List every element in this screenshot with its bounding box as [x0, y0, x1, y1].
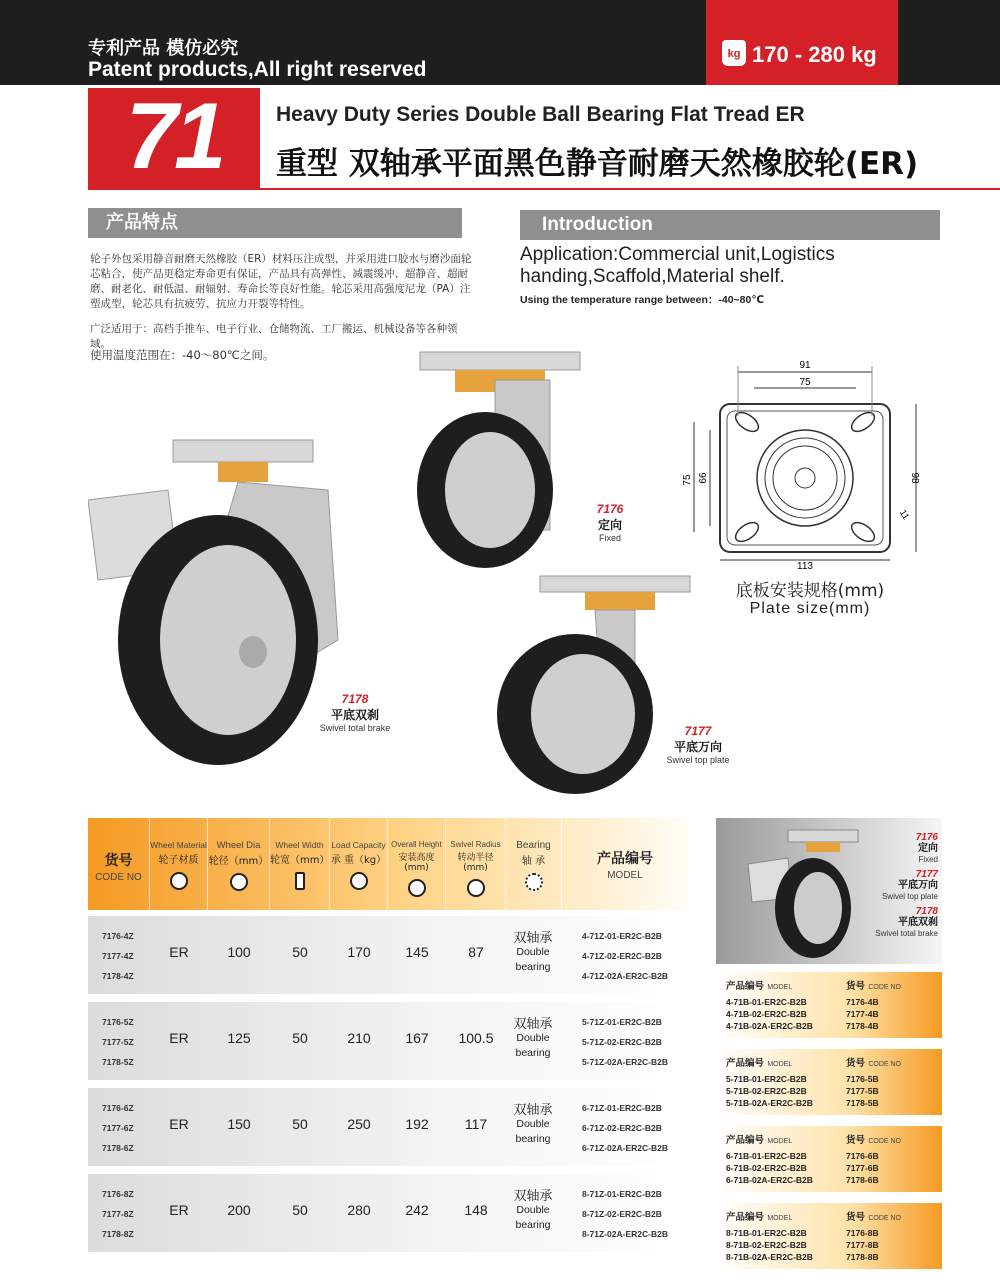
- bearing-cn: 双轴承: [513, 1102, 553, 1117]
- header-radius-cn: 转动半径(mm): [457, 853, 494, 873]
- cell-radius: 117: [464, 1116, 488, 1132]
- product-name-en: Swivel total brake: [319, 723, 391, 733]
- side-codes: 7176-5B 7177-5B 7178-5B: [846, 1074, 879, 1108]
- product-label-7176: [560, 502, 660, 543]
- header-radius-en: Swivel Radius: [450, 840, 501, 849]
- caster-7176-image: [410, 350, 585, 570]
- row-codes: [102, 1098, 134, 1158]
- side-models: 5-71B-01-ER2C-B2B 5-71B-02-ER2C-B2B 5-71B-02A-ER2C-B2B: [726, 1074, 813, 1108]
- cell-width: 50: [292, 944, 308, 960]
- cell-height: 145: [405, 944, 429, 960]
- product-label-7177: [648, 724, 748, 765]
- brake-caster-photo-panel: [716, 818, 942, 964]
- header-model-cn: 产品编号: [597, 851, 653, 867]
- code: 7177-8Z: [102, 1209, 134, 1219]
- product-label-7178: [300, 692, 410, 733]
- header-width-cn: 轮宽（mm）: [270, 855, 330, 866]
- model: 8-71Z-01-ER2C-B2B: [582, 1189, 662, 1199]
- header-code: [88, 818, 150, 910]
- bearing-cn: 双轴承: [513, 930, 553, 945]
- dim-75-height: 75: [682, 474, 693, 486]
- row-models: [582, 1012, 668, 1072]
- cell-height: 192: [405, 1116, 429, 1132]
- dim-75-width: 75: [799, 377, 811, 388]
- series-number: 71: [125, 83, 223, 188]
- header-model: [562, 818, 688, 910]
- header-width-en: Wheel Width: [275, 840, 324, 850]
- product-name-cn: 定向: [918, 843, 938, 854]
- code: 7178-6Z: [102, 1143, 134, 1153]
- cell-width: 50: [292, 1030, 308, 1046]
- code: 7176-6Z: [102, 1103, 134, 1113]
- weight-icon: kg: [722, 40, 746, 66]
- height-icon: [408, 879, 426, 897]
- product-name-cn: 平底万向: [898, 880, 938, 891]
- title-cn: 重型 双轴承平面黑色静音耐磨天然橡胶轮(ER): [276, 146, 919, 182]
- bearing-en: bearing: [515, 961, 551, 973]
- product-name-en: Swivel total brake: [875, 929, 938, 938]
- dim-66: 66: [698, 472, 709, 484]
- product-name-en: Fixed: [598, 533, 621, 543]
- cell-material: ER: [169, 1116, 189, 1132]
- code: 7177-5Z: [102, 1037, 134, 1047]
- header-dia-cn: 轮径（mm）: [208, 856, 269, 867]
- bearing-en: bearing: [515, 1219, 551, 1231]
- bearing-en: bearing: [515, 1047, 551, 1059]
- header-model-en: MODEL: [607, 870, 643, 881]
- introduction-application: Application:Commercial unit,Logistics handing,Scaffold,Material shelf.: [520, 244, 835, 287]
- product-name-en: Swivel top plate: [666, 755, 730, 765]
- side-codes: 7176-8B 7177-8B 7178-8B: [846, 1228, 879, 1262]
- cell-dia: 100: [227, 944, 251, 960]
- header-height-en: Overall Height: [391, 840, 442, 849]
- product-name-cn: 定向: [597, 518, 622, 532]
- table-row: [88, 1002, 688, 1080]
- side-model-box: [716, 1126, 942, 1192]
- header-code-cn: 货号: [104, 853, 133, 869]
- features-temperature: 使用温度范围在：-40～80℃之间。: [90, 348, 275, 362]
- model: 4-71Z-01-ER2C-B2B: [582, 931, 662, 941]
- cell-load: 210: [347, 1030, 371, 1046]
- code: 7177-4Z: [102, 951, 134, 961]
- plate-label-cn: 底板安装规格(mm): [735, 581, 885, 601]
- cell-material: ER: [169, 1202, 189, 1218]
- cell-material: ER: [169, 1030, 189, 1046]
- product-code: 7176: [915, 832, 938, 843]
- cell-height: 167: [405, 1030, 429, 1046]
- row-models: [582, 1098, 668, 1158]
- product-name-cn: 平底双刹: [898, 917, 938, 928]
- cell-material: ER: [169, 944, 189, 960]
- cell-dia: 150: [227, 1116, 251, 1132]
- load-range-text: 170 - 280 kg: [752, 42, 877, 67]
- cell-radius: 100.5: [458, 1030, 494, 1046]
- model: 5-71Z-02-ER2C-B2B: [582, 1037, 662, 1047]
- cell-dia: 125: [227, 1030, 251, 1046]
- material-icon: [170, 872, 188, 890]
- bearing-cn: 双轴承: [513, 1016, 553, 1031]
- features-paragraph: 轮子外包采用静音耐磨天然橡胶（ER）材料压注成型，并采用进口胶水与磨沙面轮芯粘合，使产品更稳定寿命更有保证，产品具有高弹性、减震缓冲、超静音、超耐磨、耐老化、耐低温、耐辐射、寿命长等良好性能。轮芯采用高强度尼龙（PA）注塑成型，轮芯具有抗疲劳、抗应力开裂等特性。: [90, 253, 472, 310]
- bearing-icon: [525, 873, 543, 891]
- model: 4-71Z-02A-ER2C-B2B: [582, 971, 668, 981]
- header-height: [388, 818, 446, 910]
- code: 7177-6Z: [102, 1123, 134, 1133]
- header-material-en: Wheel Material: [150, 840, 207, 850]
- side-models: 8-71B-01-ER2C-B2B 8-71B-02-ER2C-B2B 8-71B-02A-ER2C-B2B: [726, 1228, 813, 1262]
- dim-113: 113: [797, 561, 813, 570]
- code: 7178-8Z: [102, 1229, 134, 1239]
- dim-91: 91: [799, 360, 811, 371]
- code: 7176-8Z: [102, 1189, 134, 1199]
- side-model-header: 产品编号 MODEL: [726, 1058, 793, 1069]
- product-name-en: Fixed: [918, 855, 938, 864]
- side-model-header: 产品编号 MODEL: [726, 981, 793, 992]
- load-icon: [350, 872, 368, 890]
- table-row: [88, 916, 688, 994]
- cell-dia: 200: [227, 1202, 251, 1218]
- side-code-header: 货号 CODE NO: [846, 1212, 901, 1223]
- header-load: [330, 818, 388, 910]
- bearing-en: Double: [516, 1204, 550, 1216]
- header-dia-en: Wheel Dia: [216, 840, 261, 851]
- header-bearing: [506, 818, 562, 910]
- product-code: 7178: [915, 906, 938, 917]
- side-models: 6-71B-01-ER2C-B2B 6-71B-02-ER2C-B2B 6-71B-02A-ER2C-B2B: [726, 1151, 813, 1185]
- cell-width: 50: [292, 1202, 308, 1218]
- model: 6-71Z-01-ER2C-B2B: [582, 1103, 662, 1113]
- header-bearing-cn: 轴 承: [521, 856, 546, 867]
- side-code-header: 货号 CODE NO: [846, 1135, 901, 1146]
- header-load-cn: 承 重（kg）: [330, 855, 387, 866]
- cell-bearing: [508, 1016, 558, 1061]
- plate-label-en: Plate size(mm): [749, 600, 871, 617]
- features-heading: 产品特点: [88, 208, 462, 238]
- model: 5-71Z-02A-ER2C-B2B: [582, 1057, 668, 1067]
- side-model-header: 产品编号 MODEL: [726, 1135, 793, 1146]
- product-name-cn: 平底双刹: [330, 708, 379, 722]
- bearing-en: Double: [516, 946, 550, 958]
- plate-drawing: [680, 356, 940, 570]
- title-en: Heavy Duty Series Double Ball Bearing Flat Tread ER: [276, 103, 805, 126]
- code: 7178-4Z: [102, 971, 134, 981]
- side-model-header: 产品编号 MODEL: [726, 1212, 793, 1223]
- code: 7176-4Z: [102, 931, 134, 941]
- cell-load: 250: [347, 1116, 371, 1132]
- bearing-en: Double: [516, 1118, 550, 1130]
- side-codes: 7176-6B 7177-6B 7178-6B: [846, 1151, 879, 1185]
- features-usage: 广泛适用于：高档手推车、电子行业、仓储物流、工厂搬运、机械设备等各种领域。: [90, 323, 458, 350]
- product-name-en: Swivel top plate: [881, 892, 938, 901]
- model: 6-71Z-02-ER2C-B2B: [582, 1123, 662, 1133]
- side-code-header: 货号 CODE NO: [846, 981, 901, 992]
- bearing-en: bearing: [515, 1133, 551, 1145]
- side-model-box: [716, 972, 942, 1038]
- patent-notice-cn: 专利产品 模仿必究: [88, 38, 239, 59]
- model: 4-71Z-02-ER2C-B2B: [582, 951, 662, 961]
- row-models: [582, 1184, 668, 1244]
- header-width: [270, 818, 330, 910]
- model: 5-71Z-01-ER2C-B2B: [582, 1017, 662, 1027]
- side-models: 4-71B-01-ER2C-B2B 4-71B-02-ER2C-B2B 4-71B-02A-ER2C-B2B: [726, 997, 813, 1031]
- model: 8-71Z-02-ER2C-B2B: [582, 1209, 662, 1219]
- header-material: [150, 818, 208, 910]
- side-product-labels: [875, 832, 938, 939]
- spec-table-header: [88, 818, 688, 910]
- cell-radius: 148: [464, 1202, 488, 1218]
- cell-radius: 87: [468, 944, 484, 960]
- row-codes: [102, 1184, 134, 1244]
- header-radius: [446, 818, 506, 910]
- introduction-heading: Introduction: [520, 210, 940, 240]
- product-name-cn: 平底万向: [673, 740, 722, 754]
- introduction-temperature: Using the temperature range between：-40~80℃: [520, 294, 765, 306]
- code: 7178-5Z: [102, 1057, 134, 1067]
- cell-load: 280: [347, 1202, 371, 1218]
- side-model-box: [716, 1049, 942, 1115]
- header-dia: [208, 818, 270, 910]
- model: 8-71Z-02A-ER2C-B2B: [582, 1229, 668, 1239]
- cell-load: 170: [347, 944, 371, 960]
- width-icon: [295, 872, 305, 890]
- bearing-cn: 双轴承: [513, 1188, 553, 1203]
- product-code: 7177: [684, 724, 712, 738]
- row-codes: [102, 1012, 134, 1072]
- cell-bearing: [508, 1188, 558, 1233]
- header-bearing-en: Bearing: [516, 840, 551, 851]
- product-code: 7178: [341, 692, 369, 706]
- title-underline: [260, 188, 1000, 190]
- product-code: 7177: [915, 869, 938, 880]
- side-codes: 7176-4B 7177-4B 7178-4B: [846, 997, 879, 1031]
- cell-bearing: [508, 1102, 558, 1147]
- dim-98: 98: [909, 472, 920, 484]
- code: 7176-5Z: [102, 1017, 134, 1027]
- diameter-icon: [230, 873, 248, 891]
- cell-width: 50: [292, 1116, 308, 1132]
- patent-notice-en: Patent products,All right reserved: [88, 58, 427, 81]
- radius-icon: [467, 879, 485, 897]
- table-row: [88, 1174, 688, 1252]
- header-code-en: CODE NO: [95, 872, 142, 883]
- table-row: [88, 1088, 688, 1166]
- cell-bearing: [508, 930, 558, 975]
- header-material-cn: 轮子材质: [158, 855, 199, 866]
- dim-11: 11: [897, 507, 912, 522]
- row-codes: [102, 926, 134, 986]
- model: 6-71Z-02A-ER2C-B2B: [582, 1143, 668, 1153]
- product-code: 7176: [596, 502, 624, 516]
- bearing-en: Double: [516, 1032, 550, 1044]
- side-model-box: [716, 1203, 942, 1269]
- header-load-en: Load Capacity: [331, 840, 386, 850]
- row-models: [582, 926, 668, 986]
- side-code-header: 货号 CODE NO: [846, 1058, 901, 1069]
- cell-height: 242: [405, 1202, 429, 1218]
- brake-caster-image: [728, 818, 868, 964]
- header-height-cn: 安装高度(mm): [398, 853, 435, 873]
